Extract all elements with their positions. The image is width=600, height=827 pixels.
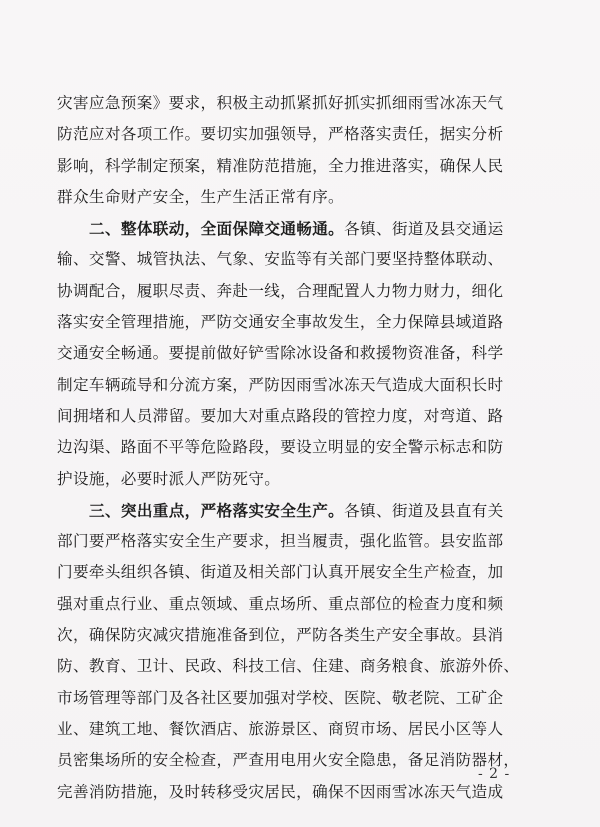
text-line: 落实安全管理措施，严防交通安全事故发生，全力保障县域道路 (57, 313, 504, 332)
text-line: 完善消防措施，及时转移受灾居民，确保不因雨雪冰冻天气造成 (57, 782, 504, 801)
text-line: 各镇、街道及县直有关 (344, 501, 504, 520)
text-line: 制定车辆疏导和分流方案，严防因雨雪冰冻天气造成大面积长时 (57, 375, 504, 394)
text-line: 交通安全畅通。要提前做好铲雪除冰设备和救援物资准备，科学 (57, 344, 504, 363)
section-3-first-line (57, 495, 535, 526)
text-line: 灾害应急预案》要求，积极主动抓紧抓好抓实抓细雨雪冰冻天气 (57, 94, 504, 112)
text-line: 输、交警、城管执法、气象、安监等有关部门要坚持整体联动、 (57, 250, 504, 269)
text-line: 边沟渠、路面不平等危险路段，要设立明显的安全警示标志和防 (57, 438, 504, 457)
document-body (57, 88, 535, 808)
text-line: 间拥堵和人员滞留。要加大对重点路段的管控力度，对弯道、路 (57, 406, 504, 425)
text-line: 门要牵头组织各镇、街道及相关部门认真开展安全生产检查，加 (57, 563, 504, 582)
text-line: 群众生命财产安全，生产生活正常有序。 (57, 187, 344, 206)
text-line: 防、教育、卫计、民政、科技工信、住建、商务粮食、旅游外侨、 (57, 657, 520, 676)
text-line: 强对重点行业、重点领域、重点场所、重点部位的检查力度和频 (57, 594, 504, 613)
text-line: 各镇、街道及县交通运 (344, 220, 504, 239)
section-heading-3: 三、突出重点，严格落实安全生产。 (89, 500, 345, 520)
section-2-first-line (57, 213, 535, 244)
text-line: 部门要严格落实安全生产要求，担当履责，强化监管。县安监部 (57, 532, 504, 551)
text-line: 员密集场所的安全检查，严查用电用火安全隐患，备足消防器材， (57, 751, 520, 770)
text-line: 影响，科学制定预案，精准防范措施，全力推进落实，确保人民 (57, 156, 504, 175)
text-line: 协调配合，履职尽责、奔赴一线，合理配置人力物力财力，细化 (57, 281, 504, 300)
text-line: 护设施，必要时派人严防死守。 (57, 469, 281, 488)
page-number: - 2 - (478, 766, 511, 782)
text-line: 次，确保防灾减灾措施准备到位，严防各类生产安全事故。县消 (57, 626, 504, 645)
section-heading-2: 二、整体联动，全面保障交通畅通。 (89, 219, 345, 239)
text-line: 防范应对各项工作。要切实加强领导，严格落实责任，据实分析 (57, 125, 504, 144)
text-line: 业、建筑工地、餐饮酒店、旅游景区、商贸市场、居民小区等人 (57, 719, 504, 738)
text-line: 市场管理等部门及各社区要加强对学校、医院、敬老院、工矿企 (57, 688, 504, 707)
